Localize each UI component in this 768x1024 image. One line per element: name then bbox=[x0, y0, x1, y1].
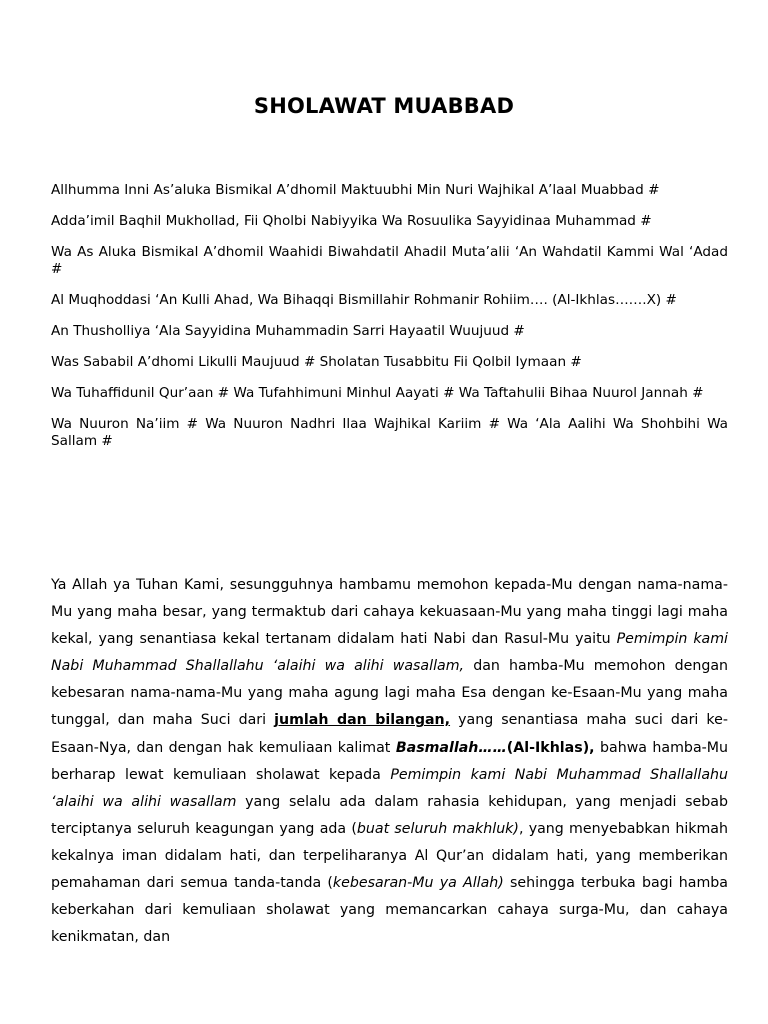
translation-text: dan hamba-Mu memohon dengan kebesaran nama-nama-Mu yang maha agung lagi maha Esa dengan ke-Esaan-Mu yang maha tunggal, dan maha Suci dari bbox=[51, 658, 729, 729]
translation-italic: buat seluruh makhluk) bbox=[356, 820, 519, 837]
translation-bold-italic: Basmallah…… bbox=[395, 739, 507, 756]
verse-6: Was Sababil A’dhomi Likulli Maujuud # Sholatan Tusabbitu Fii Qolbil Iymaan # bbox=[51, 354, 582, 370]
translation-block bbox=[51, 572, 728, 951]
translation-text: sehingga terbuka bagi hamba keberkahan dari kemuliaan sholawat yang memancarkan cahaya surga-Mu, dan cahaya kenikmatan, dan bbox=[51, 875, 728, 946]
translation-bold-underline: jumlah dan bilangan, bbox=[274, 712, 451, 729]
translation-text: Ya Allah ya Tuhan Kami, sesungguhnya hambamu memohon kepada-Mu dengan nama-nama-Mu yang maha besar, yang termaktub dari cahaya kekuasaan-Mu yang maha tinggi lagi maha kekal, yang senantiasa kekal tertanam didalam hati Nabi dan Rasul-Mu yaitu bbox=[51, 577, 728, 648]
translation-text: bahwa hamba-Mu berharap lewat kemuliaan sholawat kepada bbox=[51, 739, 728, 783]
translation-text: , yang menyebabkan hikmah kekalnya iman didalam hati, dan terpeliharanya Al Qur’an didalam hati, yang memberikan pemahaman dari semua tanda-tanda ( bbox=[51, 820, 728, 892]
translation-paragraph bbox=[51, 572, 728, 951]
translation-bold: (Al-Ikhlas), bbox=[506, 739, 595, 756]
document-title: SHOLAWAT MUABBAD bbox=[253, 94, 515, 118]
translation-italic: Pemimpin kami Nabi Muhammad Shallallahu ‘alaihi wa alihi wasallam bbox=[51, 766, 728, 810]
verse-3: Wa As Aluka Bismikal A’dhomil Waahidi Biwahdatil Ahadil Muta’alii ‘An Wahdatil Kammi Wal ‘Adad # bbox=[51, 244, 728, 277]
verse-5: An Thusholliya ‘Ala Sayyidina Muhammadin Sarri Hayaatil Wuujuud # bbox=[51, 323, 525, 339]
translation-text: yang selalu ada dalam rahasia kehidupan, yang menjadi sebab terciptanya seluruh keagungan yang ada ( bbox=[51, 793, 728, 837]
translation-italic: kebesaran-Mu ya Allah) bbox=[332, 875, 504, 892]
verse-8: Wa Nuuron Na’iim # Wa Nuuron Nadhri Ilaa Wajhikal Kariim # Wa ‘Ala Aalihi Wa Shohbihi Wa Sallam # bbox=[51, 416, 728, 449]
verse-2: Adda’imil Baqhil Mukhollad, Fii Qholbi Nabiyyika Wa Rosuulika Sayyidinaa Muhammad # bbox=[51, 213, 652, 229]
transliteration-block bbox=[51, 182, 728, 464]
verse-7: Wa Tuhaffidunil Qur’aan # Wa Tufahhimuni Minhul Aayati # Wa Taftahulii Bihaa Nuurol Jannah # bbox=[51, 385, 704, 401]
verse-4: Al Muqhoddasi ‘An Kulli Ahad, Wa Bihaqqi Bismillahir Rohmanir Rohiim…. (Al-Ikhlas…….X) # bbox=[51, 292, 677, 308]
verse-1: Allhumma Inni As’aluka Bismikal A’dhomil Maktuubhi Min Nuri Wajhikal A’laal Muabbad # bbox=[51, 182, 660, 198]
translation-italic: Pemimpin kami Nabi Muhammad Shallallahu ‘alaihi wa alihi wasallam, bbox=[51, 631, 728, 675]
translation-text: yang senantiasa maha suci dari ke-Esaan-Nya, dan dengan hak kemuliaan kalimat bbox=[51, 712, 728, 756]
